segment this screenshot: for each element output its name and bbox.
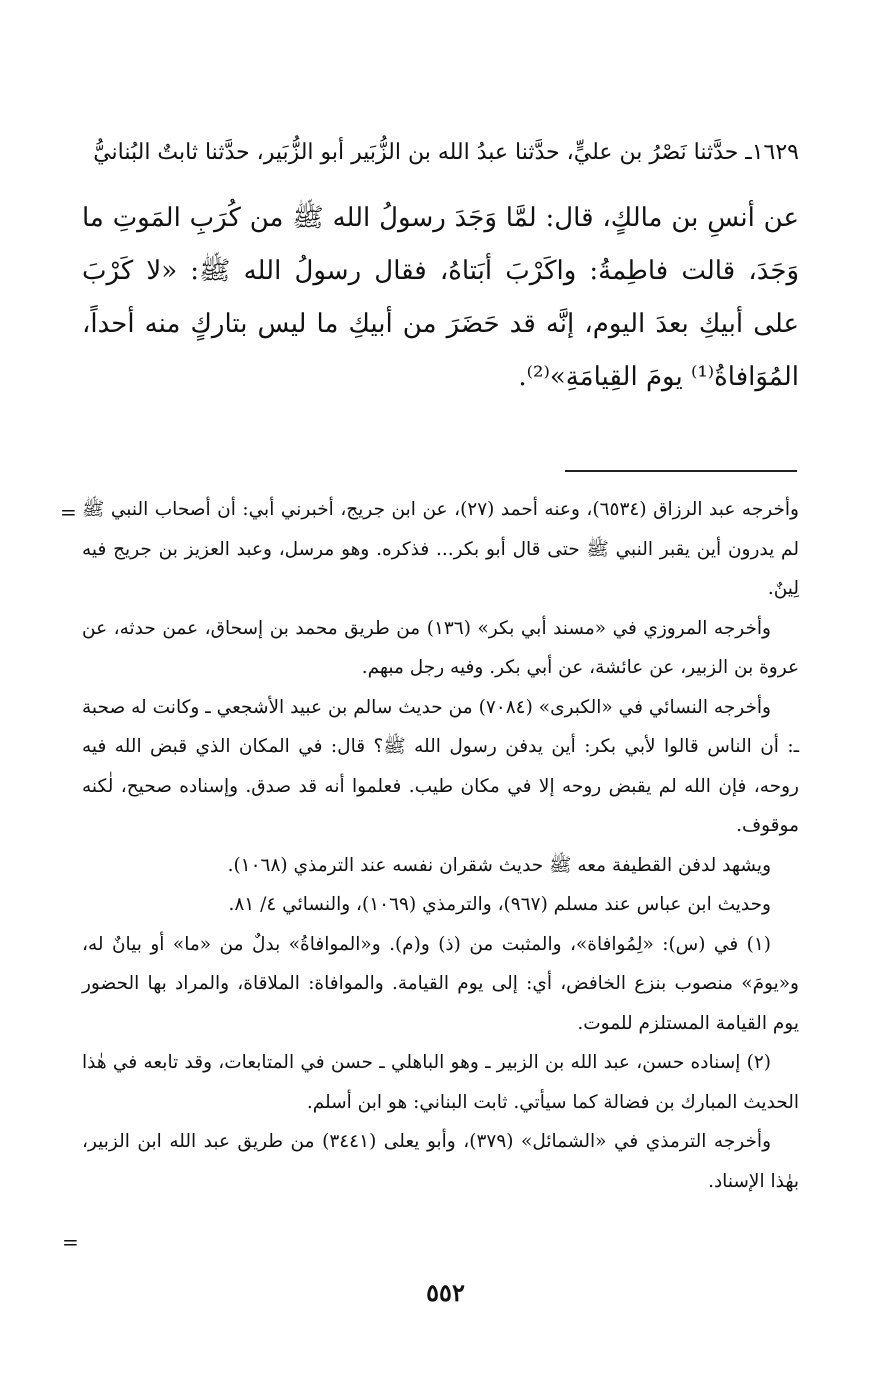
continuation-mark-bottom: =: [62, 1230, 79, 1254]
page-number: ٥٥٢: [426, 1278, 465, 1307]
hadith-block: [82, 132, 799, 404]
continuation-mark-top: =: [60, 500, 77, 524]
hadith-isnad: ١٦٢٩ـ حدَّثنا نَصْرُ بن عليٍّ، حدَّثنا عبدُ الله بن الزُّبَير أبو الزُّبَير، حدَّثنا ثابتٌ البُنانيُّ: [93, 140, 799, 165]
footnote-paragraph: وأخرجه الترمذي في «الشمائل» (٣٧٩)، وأبو يعلى (٣٤٤١) من طريق عبد الله ابن الزبير، بهٰذا الإسناد.: [82, 1131, 799, 1192]
footnote-paragraph: وأخرجه عبد الرزاق (٦٥٣٤)، وعنه أحمد (٢٧)، عن ابن جريج، أخبرني أبي: أن أصحاب النبي ﷺ لم يدرون أين يقبر النبي ﷺ حتى قال أبو بكر... فذكره. وهو مرسل، وعبد العزيز بن جريج فيه لِينٌ.: [82, 499, 799, 599]
footnote-2: (٢) إسناده حسن، عبد الله بن الزبير ـ وهو الباهلي ـ حسن في المتابعات، وقد تابعه في هٰذا الحديث المبارك بن فضالة كما سيأتي. ثابت البناني: هو ابن أسلم.: [82, 1052, 799, 1113]
footnote-paragraph: وأخرجه المروزي في «مسند أبي بكر» (١٣٦) من طريق محمد بن إسحاق، عمن حدثه، عن عروة بن الزبير، عن عائشة، عن أبي بكر. وفيه رجل مبهم.: [82, 617, 799, 678]
footnote-divider: [565, 470, 797, 472]
footnotes: [82, 490, 799, 1201]
footnote-1: (١) في (س): «لِمُوافاة»، والمثبت من (ذ) و(م). و«الموافاةُ» بدلٌ من «ما» أو بيانٌ له، و«يومَ» منصوب بنزع الخافض، أي: إلى يوم القيامة. والموافاة: الملاقاة، والمراد بها الحضور يوم القيامة المستلزم للموت.: [82, 933, 799, 1034]
footnote-paragraph: وأخرجه النسائي في «الكبرى» (٧٠٨٤) من حديث سالم بن عبيد الأشجعي ـ وكانت له صحبة ـ: أن الناس قالوا لأبي بكر: أين يدفن رسول الله ﷺ؟ قال: في المكان الذي قبض الله فيه روحه، فإن الله لم يقبض روحه إلا في مكان طيب. فعلموا أنه قد صدق. وإسناده صحيح، لٰكنه موقوف.: [82, 696, 799, 836]
footnote-paragraph: ويشهد لدفن القطيفة معه ﷺ حديث شقران نفسه عند الترمذي (١٠٦٨).: [227, 854, 771, 876]
footnote-paragraph: وحديث ابن عباس عند مسلم (٩٦٧)، والترمذي (١٠٦٩)، والنسائي ٤/ ٨١.: [228, 894, 771, 915]
hadith-matn: عن أنسِ بن مالكٍ، قال: لمَّا وَجَدَ رسولُ الله ﷺ من كُرَبِ المَوتِ ما وَجَدَ، قالت فاطِمةُ: واكَرْبَ أبَتاهُ، فقال رسولُ الله ﷺ: «لا كَرْبَ على أبيكِ بعدَ اليوم، إنَّه قد حَضَرَ من أبيكِ ما ليس بتاركٍ منه أحداً، المُوَافاةُ⁽¹⁾ يومَ القِيامَةِ»⁽²⁾.: [82, 203, 799, 392]
